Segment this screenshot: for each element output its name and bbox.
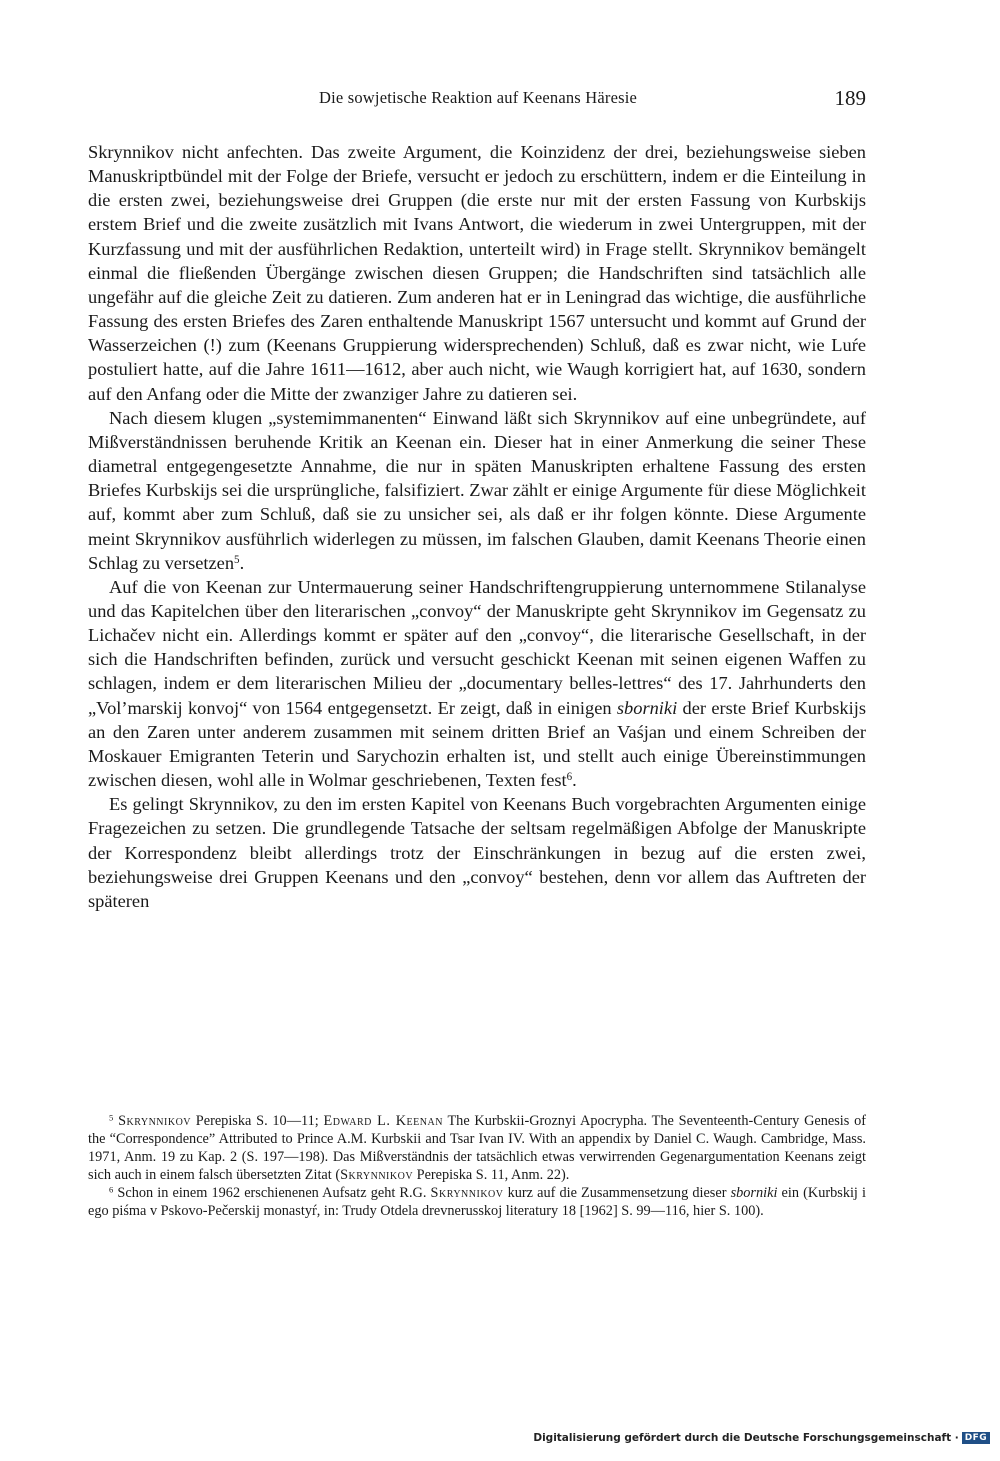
paragraph-1	[88, 140, 866, 406]
paragraph-3-text-b: der erste Brief Kurbskijs an den Zaren unter anderem zusammen mit seinem dritten Brief an Vaśjan und einem Schreiben der Moskauer Emigranten Teterin und Sarychozin erhalten ist, und stellt auch einige Übereinstimmungen zwischen diesen, wohl alle in Wolmar geschriebenen, Texten fest	[88, 697, 866, 791]
dfg-logo: DFG	[962, 1432, 990, 1444]
footnote-5-text-3: Perepiska S. 11, Anm. 22).	[413, 1167, 570, 1184]
footnote-5-mark: 5	[109, 1112, 114, 1123]
main-text	[88, 140, 866, 913]
footnote-5-author-1: Skrynnikov	[118, 1113, 192, 1129]
paragraph-4	[88, 792, 866, 913]
footnote-6-mark: 6	[109, 1184, 114, 1195]
running-title: Die sowjetische Reaktion auf Keenans Häresie	[318, 88, 638, 107]
footnote-ref-6: 6	[566, 771, 573, 783]
footnotes	[88, 1112, 866, 1221]
footnote-5-text-1: Perepiska S. 10—11;	[191, 1113, 324, 1129]
paragraph-4-text: Es gelingt Skrynnikov, zu den im ersten Kapitel von Keenans Buch vorgebrachten Argumenten einige Fragezeichen zu setzen. Die grundlegende Tatsache der seltsam regelmäßigen Abfolge der Manuskripte der Korrespondenz bleibt allerdings trotz der Einschränkungen in bezug auf die ersten zwei, beziehungsweise drei Gruppen Keenans und den „convoy“ bestehen, denn vor allem das Auftreten der späteren	[88, 794, 866, 911]
footnote-6-text-2: kurz auf die Zusammensetzung dieser	[503, 1185, 731, 1202]
footnote-6	[88, 1184, 866, 1220]
paragraph-3	[88, 575, 866, 792]
footnote-6-italic-term: sborniki	[730, 1185, 778, 1202]
paragraph-2-text: Nach diesem klugen „systemimmanenten“ Einwand läßt sich Skrynnikov auf eine unbegründete, auf Mißverständnissen beruhende Kritik an Keenan ein. Dieser hat in einer Anmerkung die seiner These diametral entgegengesetzte Annahme, die nur in späten Manuskripten erhaltene Fassung des ersten Briefes Kurbskijs sei die ursprüngliche, falsifiziert. Zwar zählt er einige Argumente für diese Möglichkeit auf, kommt aber zum Schluß, daß sie zu unsicher sei, als daß er ihr folgen könnte. Diese Argumente meint Skrynnikov ausführlich widerlegen zu müssen, im falschen Glauben, damit Keenans Theorie einen Schlag zu versetzen	[88, 407, 866, 573]
paragraph-2	[88, 406, 866, 575]
running-header	[90, 88, 866, 116]
paragraph-3-text-a: Auf die von Keenan zur Untermauerung seiner Handschriftengruppierung unternommene Stilanalyse und das Kapitelchen über den literarischen „convoy“ der Manuskripte geht Skrynnikov im Gegensatz zu Lichačev nicht ein. Allerdings kommt er später auf den „convoy“, die literarische Gesellschaft, in der sich die Handschriften befinden, zurück und versucht geschickt Keenan mit seinen eigenen Waffen zu schlagen, indem er dem literarischen Milieu der „documentary belles-lettres“ des 17. Jahrhunderts den „Vol’marskij konvoj“ von 1564 entgegensetzt. Er zeigt, daß in einigen	[88, 576, 866, 718]
digitization-credit	[533, 1429, 990, 1447]
paragraph-2-end: .	[239, 552, 245, 573]
footnote-5-author-3: Skrynnikov	[340, 1167, 414, 1184]
footnote-5	[88, 1112, 866, 1184]
paragraph-3-end: .	[572, 770, 577, 791]
footnote-6-author: Skrynnikov	[430, 1185, 504, 1202]
paragraph-1-text: Skrynnikov nicht anfechten. Das zweite Argument, die Koinzidenz der drei, beziehungsweise sieben Manuskriptbündel mit der Folge der Briefe, versucht er jedoch zu erschüttern, indem er die Einteilung in die ersten zwei, beziehungsweise drei Gruppen (die erste nur mit der ersten Fassung von Kurbskijs erstem Brief und die zweite zusätzlich mit Ivans Antwort, die wiederum in zwei Untergruppen, mit der Kurzfassung und mit der ausführlichen Redaktion, unterteilt wird) in Frage stellt. Skrynnikov bemängelt einmal die fließenden Übergänge zwischen diesen Gruppen; die Handschriften sind tatsächlich alle ungefähr auf die gleiche Zeit zu datieren. Zum anderen hat er in Leningrad das wichtige, die ausführliche Fassung des ersten Briefes des Zaren enthaltende Manuskript 1567 untersucht und kommt auf Grund der Wasserzeichen (!) zum (Keenans Gruppierung widersprechenden) Schluß, daß es zwar nicht, wie Luŕe postuliert hatte, auf die Jahre 1611—1612, aber auch nicht, wie Waugh korrigiert hat, auf 1630, sondern auf den Anfang oder die Mitte der zwanziger Jahre zu datieren sei.	[88, 142, 866, 404]
footnote-6-text-3: ein (Kurbskij i ego piśma v Pskovo-Pečerskij monastyŕ, in: Trudy Otdela drevnerusskoj literatury 18 [1962] S. 99—116, hier S. 100).	[88, 1185, 866, 1220]
paragraph-3-italic-term: sborniki	[616, 697, 678, 718]
footnote-5-author-2: Edward L. Keenan	[323, 1113, 443, 1129]
footnote-5-text-2: The Kurbskii-Groznyi Apocrypha. The Seventeenth-Century Genesis of the “Correspondence” Attributed to Prince A.M. Kurbskii and Tsar Ivan IV. With an appendix by Daniel C. Waugh. Cambridge, Mass. 1971, Anm. 19 zu Kap. 2 (S. 197—198). Das Mißverständnis der tatsächlich etwas verwirrenden Gegenargumentation Keenans zeigt sich auch in einem falsch übersetzten Zitat (	[88, 1113, 867, 1184]
page-number: 189	[834, 86, 866, 110]
footnote-ref-5: 5	[234, 553, 240, 566]
footnote-6-text-1: Schon in einem 1962 erschienenen Aufsatz geht R.G.	[113, 1185, 431, 1202]
credit-text: Digitalisierung gefördert durch die Deutsche Forschungsgemeinschaft ·	[533, 1432, 959, 1444]
